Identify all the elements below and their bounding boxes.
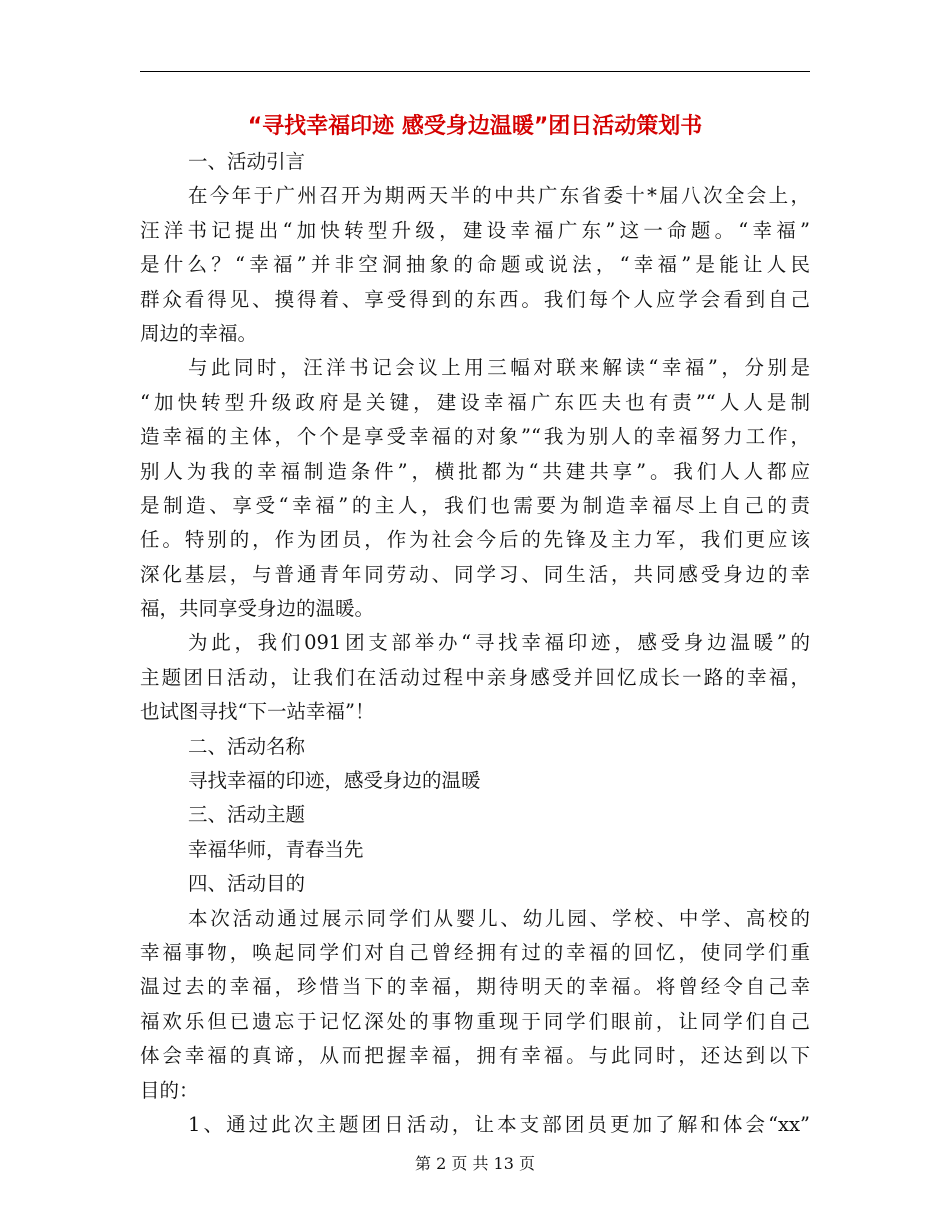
- text-line: 深化基层，与普通青年同劳动、同学习、同生活，共同感受身边的幸: [140, 562, 810, 586]
- text-line: 幸福华师，青春当先: [188, 837, 364, 861]
- text-line: 与此同时，汪洋书记会议上用三幅对联来解读“幸福”，分别是: [188, 356, 810, 380]
- text-line: 周边的幸福。: [140, 321, 258, 345]
- text-line: 别人为我的幸福制造条件”，横批都为“共建共享”。我们人人都应: [140, 459, 810, 483]
- text-line: 福欢乐但已遗忘于记忆深处的事物重现于同学们眼前，让同学们自己: [140, 1009, 810, 1033]
- text-line: 1、通过此次主题团日活动，让本支部团员更加了解和体会“xx”: [188, 1112, 810, 1136]
- text-line: 本次活动通过展示同学们从婴儿、幼儿园、学校、中学、高校的: [188, 906, 810, 930]
- text-line: 目的：: [140, 1078, 199, 1102]
- text-line: 群众看得见、摸得着、享受得到的东西。我们每个人应学会看到自己: [140, 287, 810, 311]
- text-line: 二、活动名称: [188, 734, 306, 758]
- text-line: 主题团日活动，让我们在活动过程中亲身感受并回忆成长一路的幸福，: [140, 665, 810, 689]
- text-line: “加快转型升级政府是关键，建设幸福广东匹夫也有责”“人人是制: [140, 390, 810, 414]
- text-line: 寻找幸福的印迹，感受身边的温暖: [188, 769, 481, 793]
- text-line: 造幸福的主体，个个是享受幸福的对象”“我为别人的幸福努力工作，: [140, 425, 810, 449]
- document-body: [140, 145, 810, 1142]
- text-line: 为此，我们091团支部举办“寻找幸福印迹，感受身边温暖”的: [188, 631, 810, 655]
- text-line: 也试图寻找“下一站幸福”！: [140, 700, 375, 724]
- text-line: 是制造、享受“幸福”的主人，我们也需要为制造幸福尽上自己的责: [140, 493, 810, 517]
- text-line: 体会幸福的真谛，从而把握幸福，拥有幸福。与此同时，还达到以下: [140, 1044, 810, 1068]
- text-line: 任。特别的，作为团员，作为社会今后的先锋及主力军，我们更应该: [140, 528, 810, 552]
- text-line: 三、活动主题: [188, 803, 306, 827]
- text-line: 是什么？“幸福”并非空洞抽象的命题或说法，“幸福”是能让人民: [140, 253, 810, 277]
- text-line: 一、活动引言: [188, 150, 306, 173]
- text-line: 福，共同享受身边的温暖。: [140, 597, 375, 621]
- text-line: 幸福事物，唤起同学们对自己曾经拥有过的幸福的回忆，使同学们重: [140, 940, 810, 964]
- text-line: 四、活动目的: [188, 872, 306, 896]
- document-title: “寻找幸福印迹 感受身边温暖”团日活动策划书: [247, 114, 703, 139]
- page-number: 第 2 页 共 13 页: [415, 1154, 535, 1173]
- text-line: 温过去的幸福，珍惜当下的幸福，期待明天的幸福。将曾经令自己幸: [140, 975, 810, 999]
- text-line: 在今年于广州召开为期两天半的中共广东省委十*届八次全会上，: [188, 184, 810, 208]
- text-line: 汪洋书记提出“加快转型升级，建设幸福广东”这一命题。“幸福”: [140, 218, 810, 242]
- header-rule: [140, 71, 810, 72]
